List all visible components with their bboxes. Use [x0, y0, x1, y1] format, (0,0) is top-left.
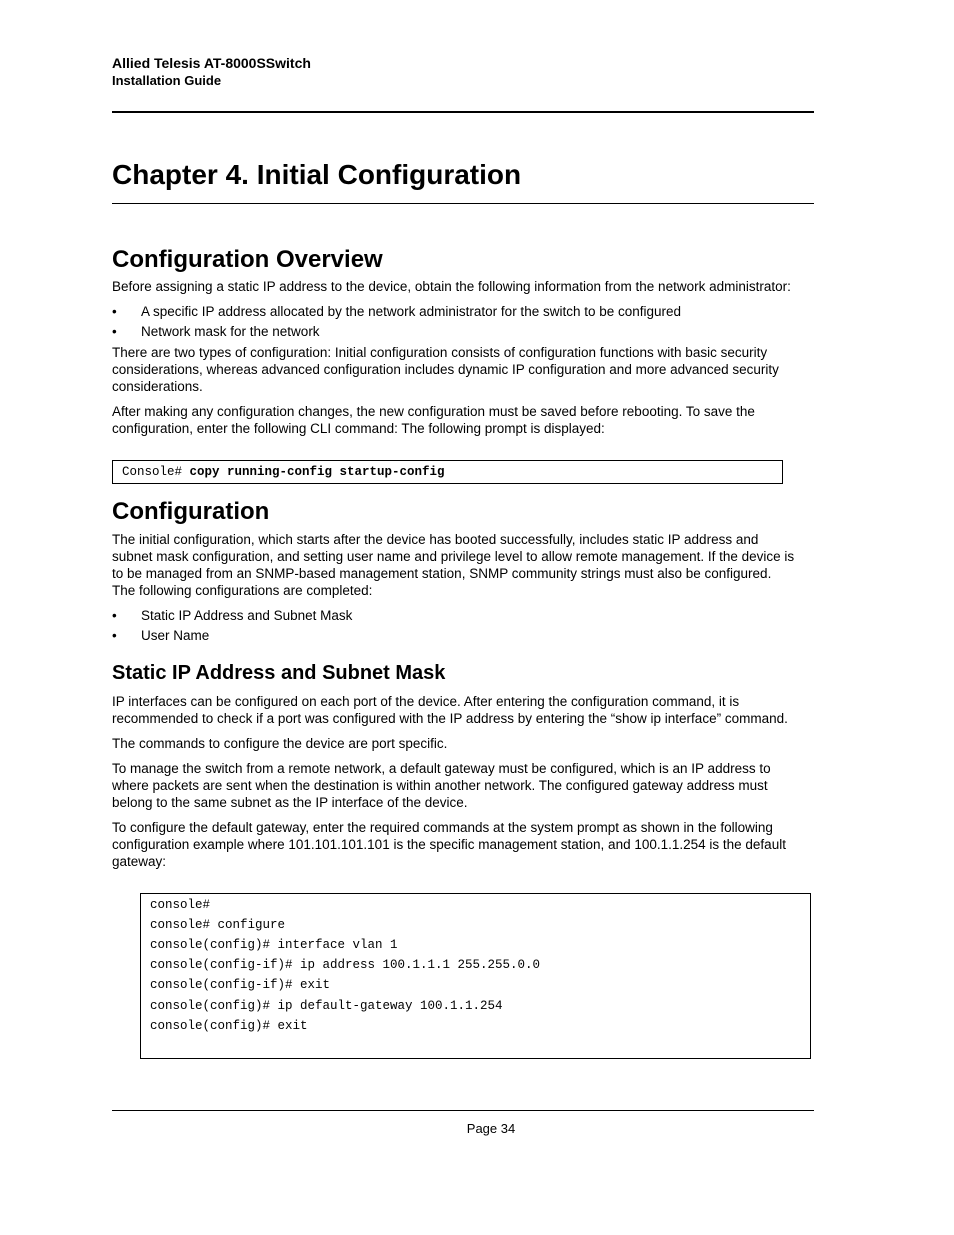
text-line: configuration example where 101.101.101.101 is the specific management station, and 100.1.1.254 is the default — [112, 837, 786, 852]
text-line: subnet mask configuration, and setting user name and privilege level to allow remote management. If the device is — [112, 549, 795, 564]
overview-intro — [112, 278, 814, 295]
list-item-text: Network mask for the network — [141, 324, 320, 339]
overview-heading: Configuration Overview — [112, 246, 383, 273]
overview-section — [112, 246, 814, 274]
text-line: To configure the default gateway, enter the required commands at the system prompt as shown in the following — [112, 820, 773, 835]
configuration-bullets — [112, 607, 814, 644]
static-ip-para2 — [112, 735, 814, 752]
page-number: Page 34 — [466, 1121, 516, 1136]
code-line: console(config)# exit — [150, 1019, 308, 1033]
gateway-code-box — [140, 893, 811, 1059]
text-line: There are two types of configuration: Initial configuration consists of configuration functions with basic security — [112, 345, 768, 360]
static-ip-heading: Static IP Address and Subnet Mask — [112, 662, 446, 684]
chapter-rule — [112, 203, 814, 204]
text-line: considerations, whereas advanced configuration includes dynamic IP configuration and more advanced security — [112, 362, 779, 377]
configuration-heading: Configuration — [112, 498, 270, 525]
bullet-icon: • — [112, 324, 117, 339]
text-line: belong to the same subnet as the IP interface of the device. — [112, 795, 468, 810]
save-config-code-box — [112, 460, 783, 484]
code-line: console(config)# ip default-gateway 100.1.1.254 — [150, 999, 503, 1013]
code-command: copy running-config startup-config — [189, 465, 445, 479]
bullet-icon: • — [112, 304, 117, 319]
text-line: considerations. — [112, 379, 203, 394]
configuration-section — [112, 498, 814, 526]
header-subtitle: Installation Guide — [112, 73, 222, 88]
code-prompt: Console# — [122, 465, 190, 479]
bullet-icon: • — [112, 628, 117, 643]
text-line: gateway: — [112, 854, 167, 869]
footer-rule — [112, 1110, 814, 1111]
overview-para2 — [112, 403, 814, 437]
configuration-para — [112, 531, 814, 599]
list-item — [112, 627, 814, 644]
static-ip-para4 — [112, 819, 814, 870]
chapter-title: Chapter 4. Initial Configuration — [112, 159, 522, 190]
code-line: console# — [150, 898, 211, 912]
static-ip-section — [112, 661, 814, 685]
static-ip-para3 — [112, 760, 814, 811]
code-line: console(config-if)# ip address 100.1.1.1 255.255.0.0 — [150, 958, 541, 972]
header-title: Allied Telesis AT-8000SSwitch — [112, 55, 311, 71]
list-item-text: Static IP Address and Subnet Mask — [141, 608, 353, 623]
overview-bullets — [112, 303, 814, 340]
list-item — [112, 303, 814, 320]
overview-intro-text: Before assigning a static IP address to the device, obtain the following information from the network administrator: — [112, 279, 791, 294]
text-line: configuration, enter the following CLI command: The following prompt is displayed: — [112, 421, 605, 436]
text-line: recommended to check if a port was configured with the IP address by entering the “show ip interface” command. — [112, 711, 788, 726]
code-line: console(config)# interface vlan 1 — [150, 938, 398, 952]
overview-para1 — [112, 344, 814, 395]
list-item-text: A specific IP address allocated by the network administrator for the switch to be configured — [141, 304, 682, 319]
header-rule — [112, 111, 814, 113]
text-line: The initial configuration, which starts after the device has booted successfully, includes static IP address and — [112, 532, 759, 547]
static-ip-para1 — [112, 693, 814, 727]
list-item — [112, 323, 814, 340]
text-line: The commands to configure the device are port specific. — [112, 736, 448, 751]
text-line: where packets are sent when the destination is within another network. The configured gateway address must — [112, 778, 768, 793]
code-line: console# configure — [150, 918, 286, 932]
list-item — [112, 607, 814, 624]
text-line: To manage the switch from a remote network, a default gateway must be configured, which is an IP address to — [112, 761, 771, 776]
list-item-text: User Name — [141, 628, 210, 643]
text-line: The following configurations are completed: — [112, 583, 373, 598]
bullet-icon: • — [112, 608, 117, 623]
code-line: console(config-if)# exit — [150, 978, 331, 992]
text-line: to be managed from an SNMP-based management station, SNMP community strings must also be configured. — [112, 566, 772, 581]
text-line: After making any configuration changes, the new configuration must be saved before rebooting. To save the — [112, 404, 755, 419]
text-line: IP interfaces can be configured on each port of the device. After entering the configuration command, it is — [112, 694, 740, 709]
